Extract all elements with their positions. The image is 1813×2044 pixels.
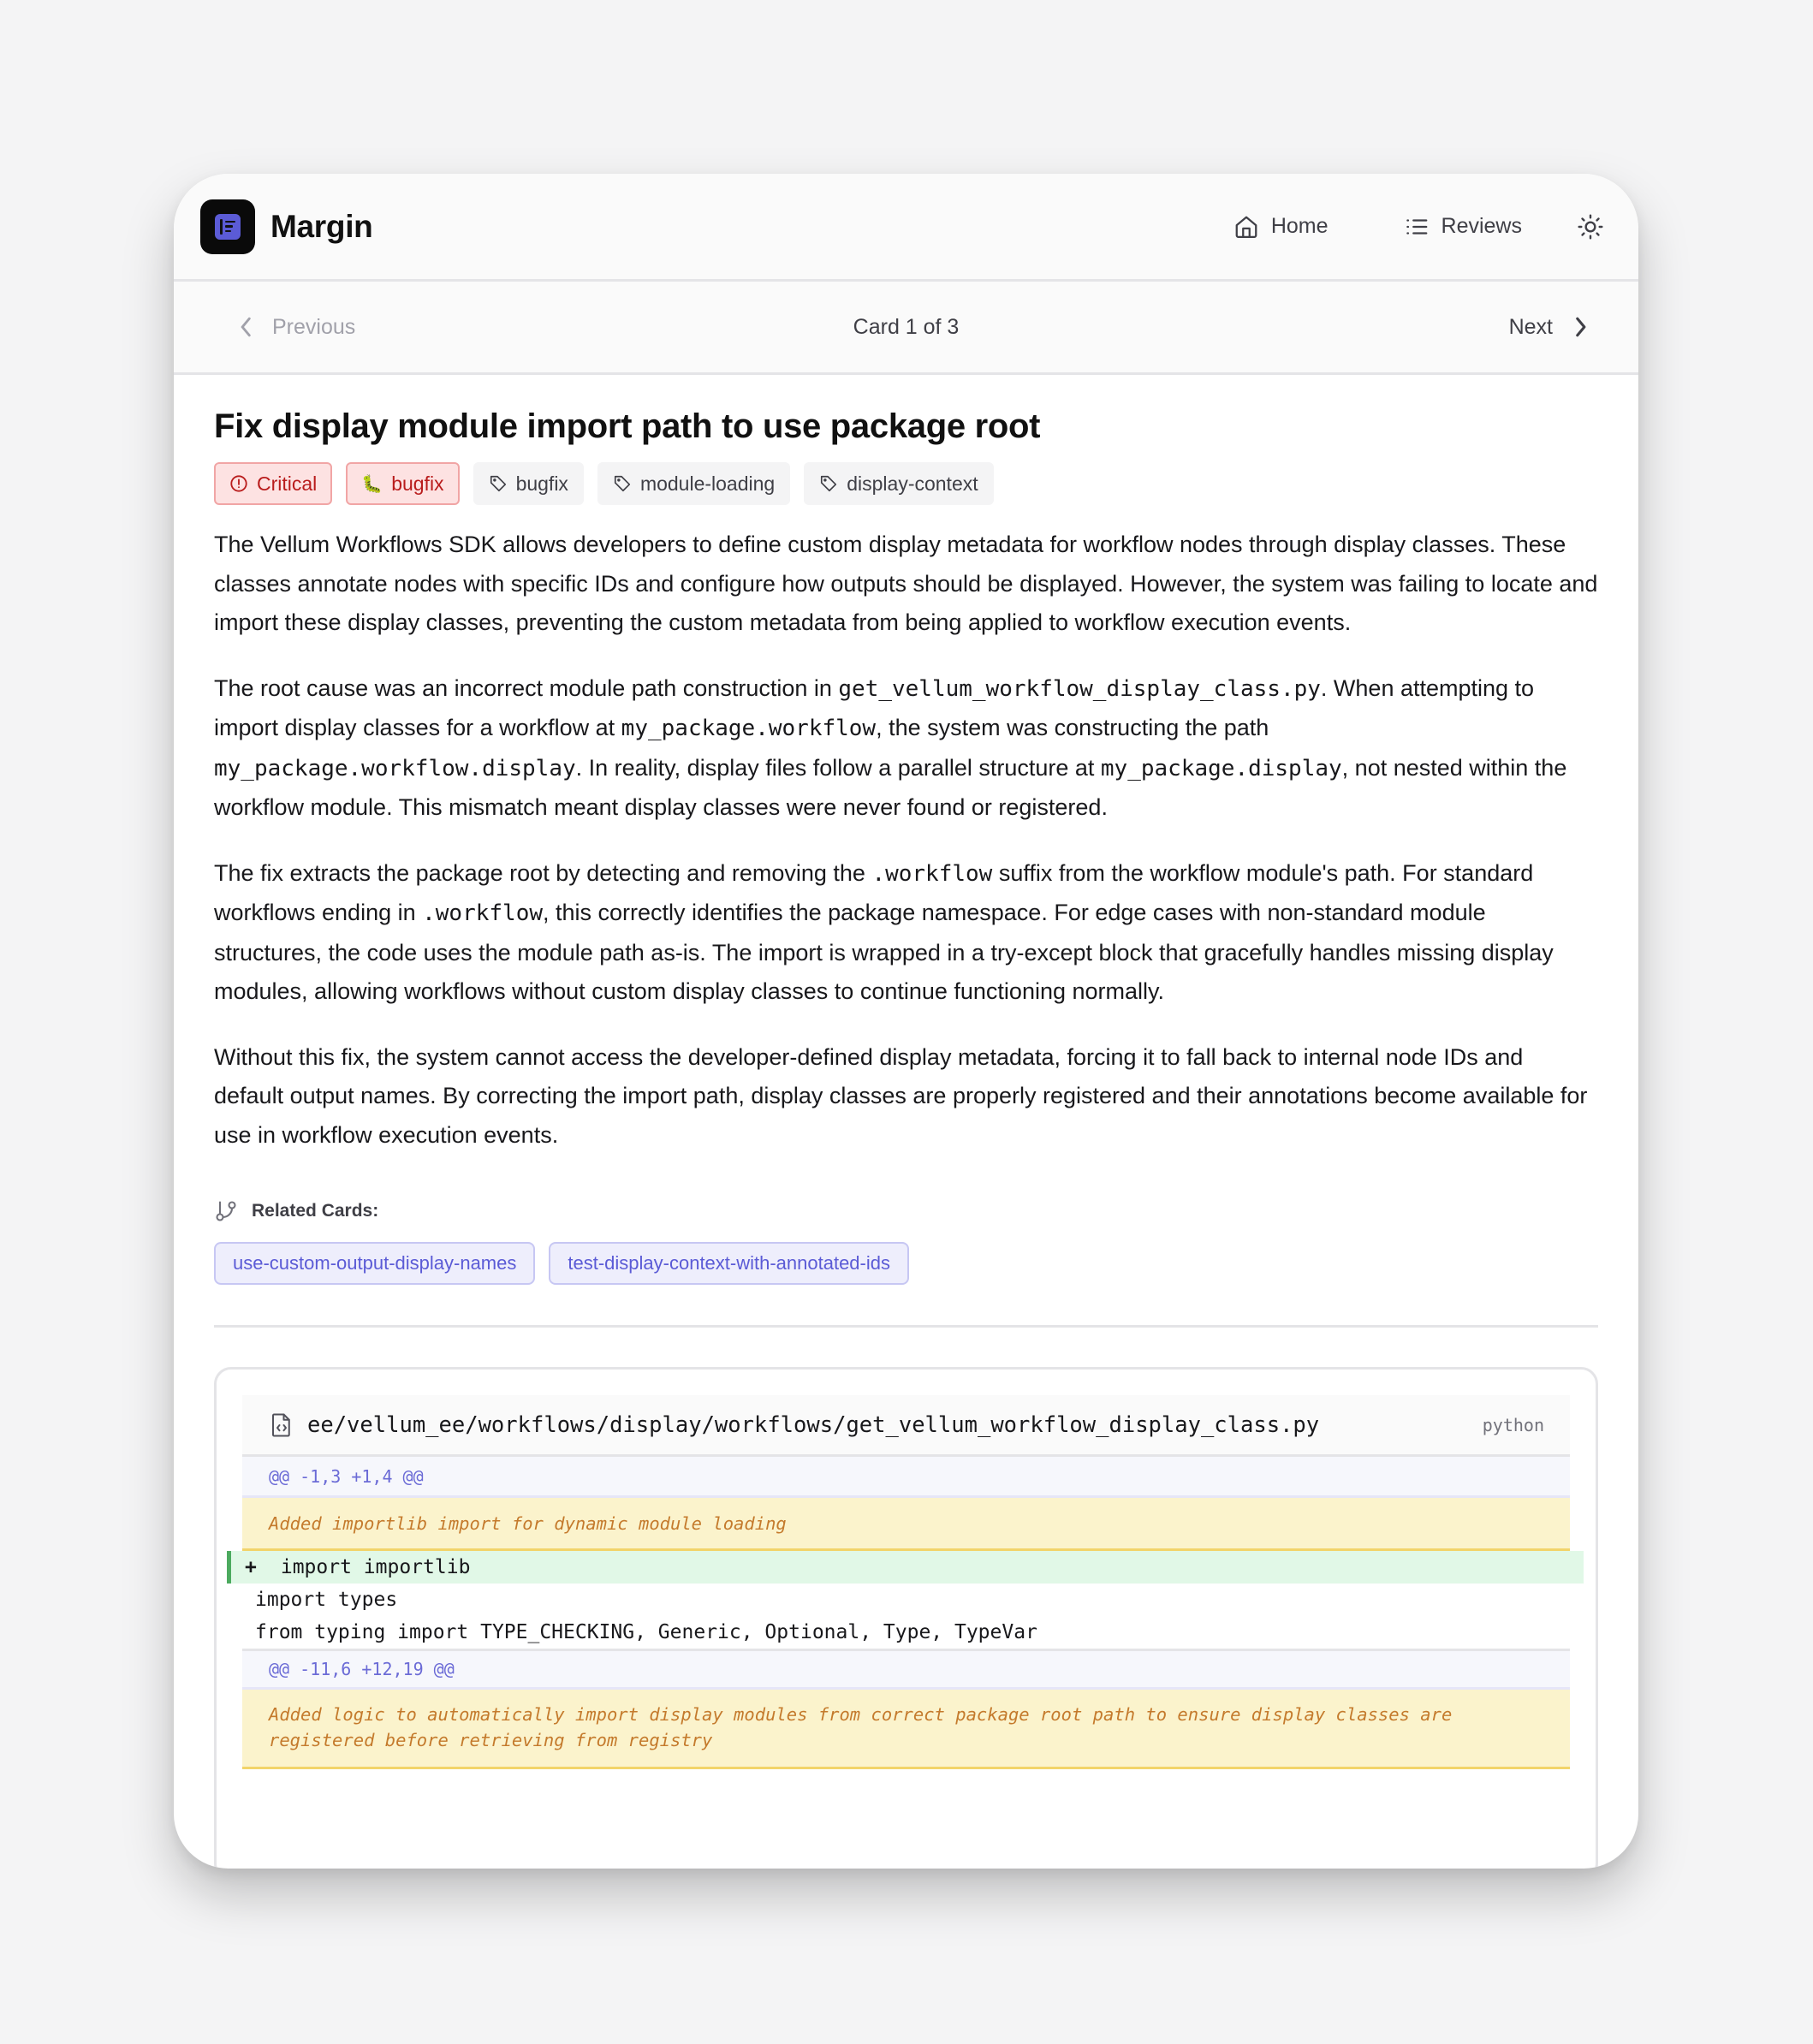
diff-file-path: ee/vellum_ee/workflows/display/workflows/get_vellum_workflow_display_class.py [307, 1411, 1320, 1438]
previous-button[interactable] [238, 315, 355, 340]
diff-annotation: Added importlib import for dynamic module loading [242, 1498, 1570, 1551]
tag-icon [613, 474, 632, 493]
file-code-icon [270, 1412, 294, 1438]
card-content [174, 375, 1638, 1869]
diff-language: python [1482, 1414, 1544, 1435]
home-icon [1233, 214, 1259, 240]
diff-line-added: + import importlib [227, 1551, 1584, 1584]
diff-file-header [242, 1395, 1570, 1457]
card-description [214, 526, 1598, 1155]
app-window [174, 174, 1638, 1869]
chevron-right-icon [1572, 316, 1589, 338]
brand[interactable] [200, 199, 372, 254]
tag-label: display-context [847, 472, 978, 495]
diff-line-context: from typing import TYPE_CHECKING, Generic, Optional, Type, TypeVar [255, 1621, 1037, 1643]
nav-home[interactable] [1216, 205, 1346, 248]
type-label: bugfix [391, 472, 444, 495]
diff-hunk-header: @@ -1,3 +1,4 @@ [242, 1457, 1570, 1498]
diff-hunk-header: @@ -11,6 +12,19 @@ [242, 1649, 1570, 1690]
card-navigation [174, 282, 1638, 375]
tag-display-context[interactable] [804, 462, 993, 505]
description-paragraph: The Vellum Workflows SDK allows developers to define custom display metadata for workflow nodes through display classes. These classes annotate nodes with specific IDs and configure how outputs should be displayed. However, the system was failing to locate and import these display classes, preventing the custom metadata from being applied to workflow execution events. [214, 532, 1598, 635]
nav-home-label: Home [1270, 214, 1329, 238]
related-cards-heading [214, 1199, 1598, 1223]
tag-label: module-loading [639, 472, 776, 495]
next-button[interactable] [1509, 315, 1589, 340]
related-cards-label: Related Cards: [252, 1201, 379, 1221]
related-card-link[interactable]: use-custom-output-display-names [214, 1242, 535, 1285]
inline-code: get_vellum_workflow_display_class.py [838, 675, 1321, 702]
tag-module-loading[interactable] [597, 462, 790, 505]
alert-circle-icon [229, 474, 248, 493]
git-branch-icon [214, 1199, 238, 1223]
section-divider [214, 1325, 1598, 1328]
list-icon [1404, 214, 1430, 240]
inline-code: .workflow [422, 900, 544, 926]
related-card-link[interactable]: test-display-context-with-annotated-ids [549, 1242, 909, 1285]
tag-label: bugfix [515, 472, 568, 495]
main-nav [1216, 205, 1613, 249]
previous-label: Previous [272, 314, 356, 339]
nav-reviews[interactable] [1387, 205, 1539, 248]
card-title: Fix display module import path to use package root [214, 407, 1041, 445]
tag-icon [819, 474, 838, 493]
tag-icon [489, 474, 508, 493]
tag-bugfix[interactable] [473, 462, 584, 505]
inline-code: .workflow [871, 860, 993, 887]
theme-toggle-button[interactable] [1568, 205, 1613, 249]
card-counter: Card 1 of 3 [853, 314, 960, 339]
document-lines-icon [200, 199, 255, 254]
type-badge [346, 462, 459, 505]
description-paragraph: The root cause was an incorrect module path construction in get_vellum_workflow_display_class.py. When attempting to import display classes for a workflow at my_package.workflow, the system was constructing the path my_package.workflow.display. In reality, display files follow a parallel structure at my_package.display, not nested within the workflow module. This mismatch meant display classes were never found or registered. [214, 674, 1567, 820]
sun-icon [1577, 213, 1604, 241]
related-cards-list [214, 1242, 1598, 1285]
added-sign: + [245, 1556, 257, 1578]
diff-panel [214, 1367, 1598, 1869]
inline-code: my_package.workflow [621, 716, 877, 741]
app-header [174, 174, 1638, 282]
related-cards [214, 1199, 1598, 1285]
bug-icon: 🐛 [361, 474, 383, 494]
inline-code: my_package.workflow.display [214, 755, 576, 781]
severity-badge [214, 462, 332, 505]
nav-reviews-label: Reviews [1441, 214, 1522, 238]
tag-list [214, 462, 1598, 505]
chevron-left-icon [238, 316, 255, 338]
diff-annotation: Added logic to automatically import display modules from correct package root path to ensure display classes are registered before retrieving from registry [242, 1690, 1570, 1769]
description-paragraph: The fix extracts the package root by detecting and removing the .workflow suffix from the workflow module's path. For standard workflows ending in .workflow, this correctly identifies the package namespace. For edge cases with non-standard module structures, the code uses the module path as-is. The import is wrapped in a try-except block that gracefully handles missing display modules, allowing workflows without custom display classes to continue functioning normally. [214, 859, 1554, 1004]
next-label: Next [1508, 314, 1553, 339]
diff-line-context: import types [255, 1589, 398, 1611]
severity-label: Critical [257, 472, 318, 495]
app-name: Margin [270, 208, 373, 244]
description-paragraph: Without this fix, the system cannot access the developer-defined display metadata, forcing it to fall back to internal node IDs and default output names. By correcting the import path, display classes are properly registered and their annotations become available for use in workflow execution events. [214, 1043, 1588, 1148]
inline-code: my_package.display [1100, 755, 1342, 781]
